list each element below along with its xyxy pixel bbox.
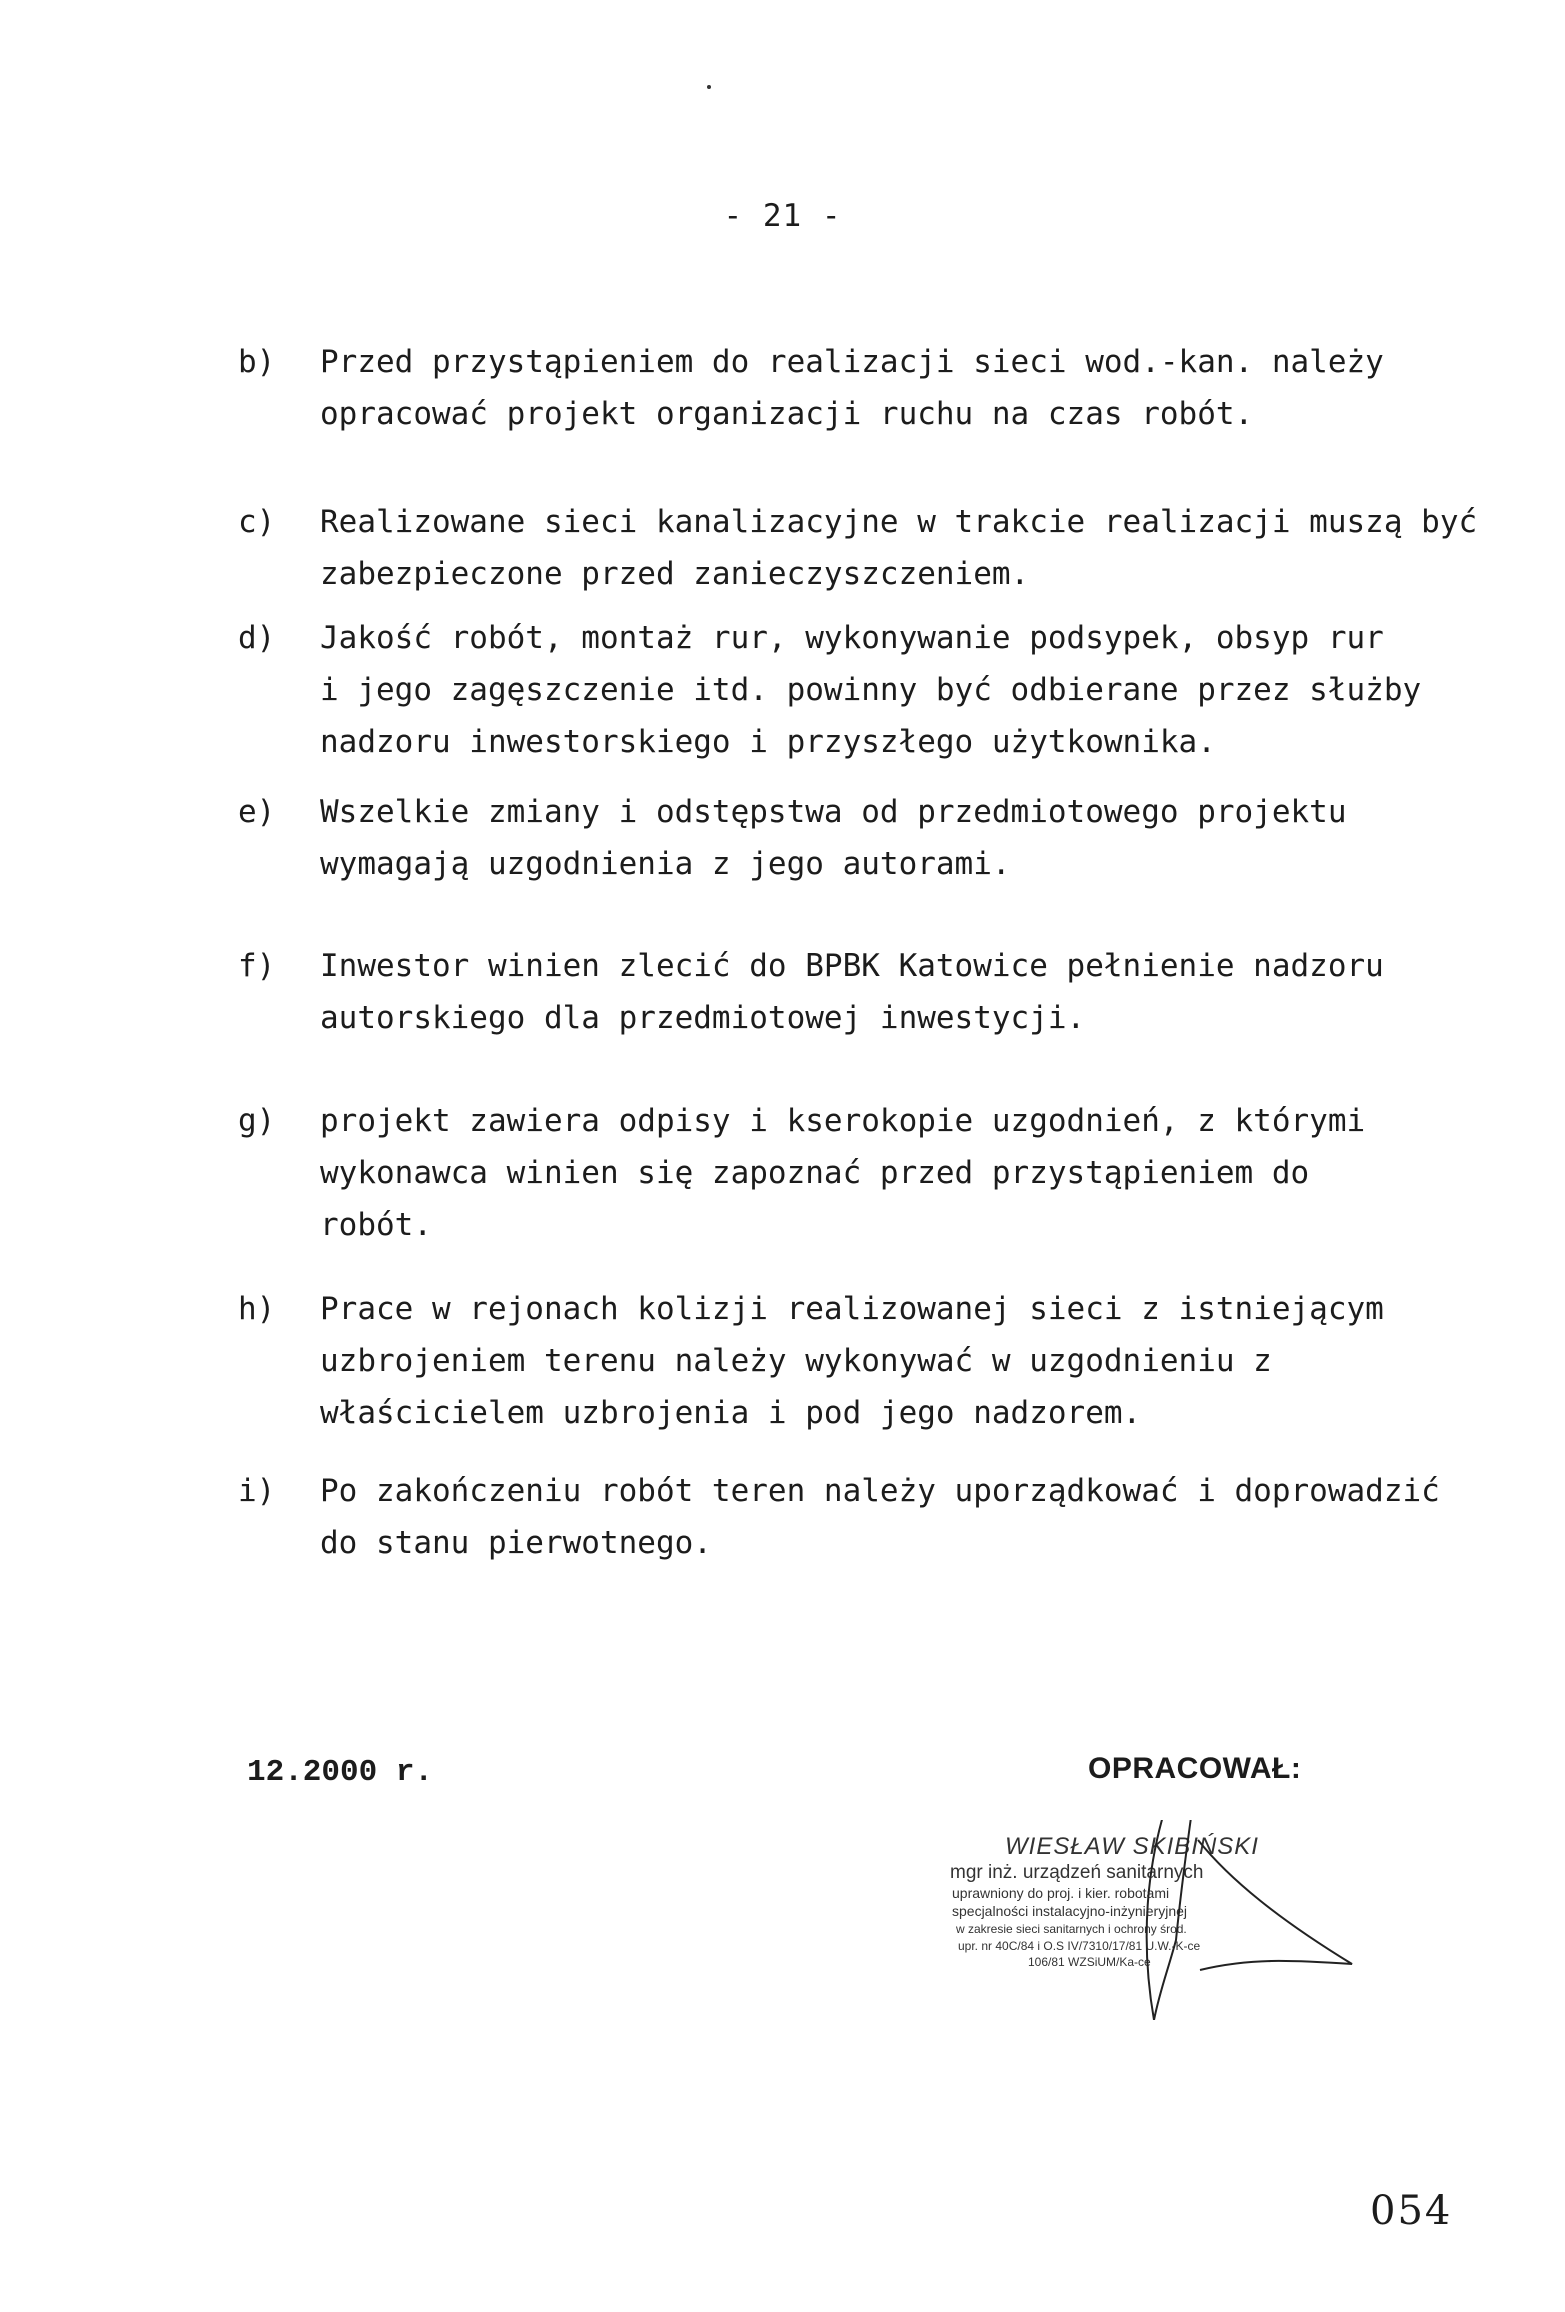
item-text: Wszelkie zmiany i odstępstwa od przedmiotowego projektu wymagają uzgodnienia z jego autorami. — [320, 794, 1347, 882]
item-letter: c) — [238, 504, 276, 540]
item-letter: e) — [238, 794, 276, 830]
stamp-line: w zakresie sieci sanitarnych i ochrony środ. — [956, 1922, 1187, 1936]
author-label: OPRACOWAŁ: — [1088, 1752, 1302, 1785]
item-text: Jakość robót, montaż rur, wykonywanie podsypek, obsyp rur i jego zagęszczenie itd. powinny być odbierane przez służby nadzoru inwestorskiego i przyszłego użytkownika. — [320, 620, 1422, 760]
stamp-line: specjalności instalacyjno-inżynieryjnej — [952, 1903, 1187, 1919]
archive-number: 054 — [1370, 2188, 1453, 2234]
item-letter: i) — [238, 1473, 276, 1509]
item-letter: b) — [238, 344, 276, 380]
item-letter: f) — [238, 948, 276, 984]
item-letter: h) — [238, 1291, 276, 1327]
stamp-line: upr. nr 40C/84 i O.S IV/7310/17/81 U.W.-K-ce — [958, 1939, 1201, 1953]
stamp-line: 106/81 WZSiUM/Ka-ce — [1028, 1955, 1151, 1969]
item-text: Realizowane sieci kanalizacyjne w trakcie realizacji muszą być zabezpieczone przed zanieczyszczeniem. — [320, 504, 1478, 592]
item-text: Przed przystąpieniem do realizacji sieci wod.-kan. należy opracować projekt organizacji ruchu na czas robót. — [320, 344, 1384, 432]
author-stamp — [950, 1820, 1410, 2020]
item-letter: g) — [238, 1103, 276, 1139]
item-text: Inwestor winien zlecić do BPBK Katowice pełnienie nadzoru autorskiego dla przedmiotowej inwestycji. — [320, 948, 1384, 1036]
stamp-name: WIESŁAW SKIBIŃSKI — [1005, 1833, 1259, 1860]
stamp-line: uprawniony do proj. i kier. robotami — [952, 1885, 1170, 1901]
document-date: 12.2000 r. — [247, 1755, 434, 1790]
page-number: - 21 - — [723, 198, 842, 234]
item-text: Po zakończeniu robót teren należy uporządkować i doprowadzić do stanu pierwotnego. — [320, 1473, 1440, 1561]
item-letter: d) — [238, 620, 276, 656]
stamp-line: mgr inż. urządzeń sanitarnych — [950, 1862, 1204, 1883]
item-text: Prace w rejonach kolizji realizowanej sieci z istniejącym uzbrojeniem terenu należy wykonywać w uzgodnieniu z właścicielem uzbrojenia i pod jego nadzorem. — [320, 1291, 1384, 1431]
item-text: projekt zawiera odpisy i kserokopie uzgodnień, z którymi wykonawca winien się zapoznać przed przystąpieniem do robót. — [320, 1103, 1366, 1243]
scan-speck — [707, 85, 711, 89]
